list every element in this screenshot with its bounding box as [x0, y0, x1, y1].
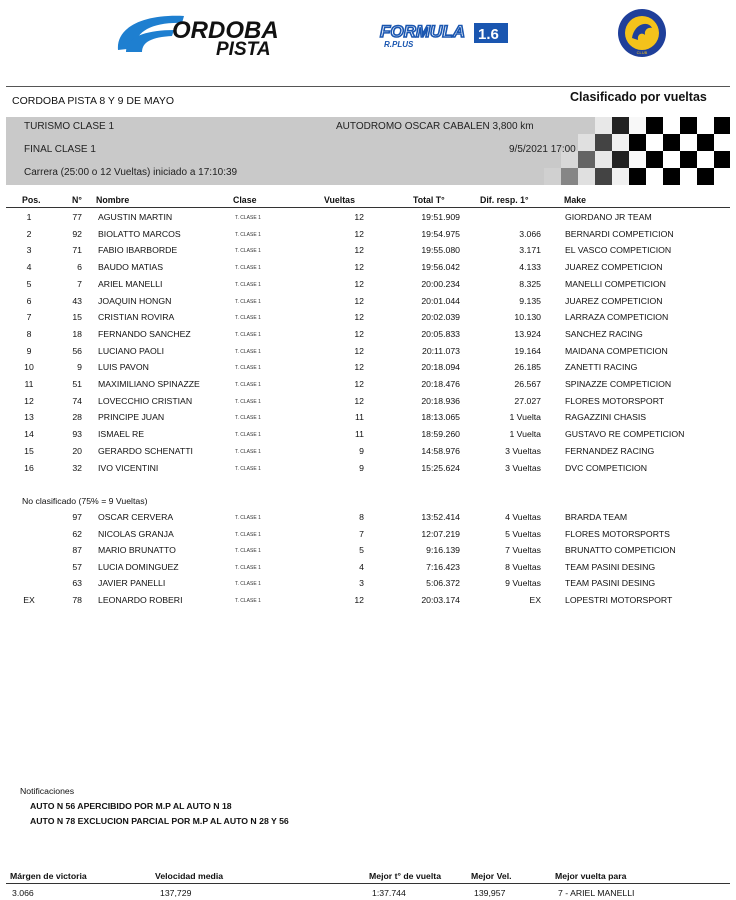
avg-speed-label: Velocidad media	[155, 871, 224, 881]
col-header-make: Make	[564, 195, 587, 205]
cell-laps: 12	[354, 262, 364, 273]
cell-num: 51	[72, 379, 82, 389]
cell-num: 62	[72, 528, 82, 539]
cell-diff: 26.185	[514, 362, 541, 373]
cell-pos: 5	[26, 278, 32, 289]
event-title: CORDOBA PISTA 8 Y 9 DE MAYO	[12, 95, 175, 107]
cell-clase: T. CLASE 1	[235, 398, 261, 405]
cell-make: JUAREZ COMPETICION	[565, 262, 663, 273]
col-header-num: N°	[72, 195, 82, 205]
cell-total: 12:07.219	[421, 528, 460, 539]
table-row	[0, 212, 736, 228]
table-row	[0, 379, 736, 395]
cell-pos: 13	[24, 412, 34, 423]
cell-name: PRINCIPE JUAN	[98, 412, 165, 423]
checker-square	[629, 117, 646, 134]
cell-name: LOVECCHIO CRISTIAN	[98, 395, 193, 406]
cell-name: BAUDO MATIAS	[98, 262, 164, 273]
cell-name: FERNANDO SANCHEZ	[98, 328, 191, 339]
cell-clase: T. CLASE 1	[235, 265, 261, 272]
cell-clase: T. CLASE 1	[235, 231, 261, 238]
formula-logo-sub: R.PLUS	[384, 40, 414, 49]
best-speed-value: 139,957	[474, 888, 506, 898]
cell-num: 63	[72, 578, 82, 589]
table-row	[0, 529, 736, 545]
cell-make: BERNARDI COMPETICION	[565, 228, 674, 239]
cell-name: CRISTIAN ROVIRA	[98, 312, 175, 323]
cell-make: SANCHEZ RACING	[565, 328, 643, 339]
checker-square	[697, 151, 714, 168]
col-header-total: Total T°	[413, 195, 445, 205]
cell-total: 5:06.372	[426, 578, 460, 589]
not-classified-label: No clasificado (75% = 9 Vueltas)	[22, 496, 148, 506]
table-row	[0, 312, 736, 328]
cell-clase: T. CLASE 1	[235, 281, 261, 288]
cell-diff: 3 Vueltas	[505, 462, 541, 473]
cell-make: LARRAZA COMPETICION	[565, 312, 669, 323]
notification-item: AUTO N 56 APERCIBIDO POR M.P AL AUTO N 18	[30, 801, 232, 811]
cell-pos: 8	[26, 328, 32, 339]
cell-make: BRARDA TEAM	[565, 512, 628, 522]
cell-make: SPINAZZE COMPETICION	[565, 379, 672, 389]
cell-num: 15	[72, 312, 82, 323]
table-row	[0, 229, 736, 245]
cell-clase: T. CLASE 1	[235, 298, 261, 305]
cell-name: MARIO BRUNATTO	[98, 545, 176, 556]
cell-name: ISMAEL RE	[98, 429, 145, 440]
cell-laps: 9	[359, 445, 364, 456]
checker-square	[680, 134, 697, 151]
col-header-diff: Dif. resp. 1°	[480, 195, 529, 205]
cell-clase: T. CLASE 1	[235, 564, 261, 571]
cell-name: JOAQUIN HONGN	[98, 295, 172, 306]
cell-num: 71	[72, 245, 82, 256]
checker-square	[646, 134, 663, 151]
cell-num: 74	[72, 395, 82, 406]
cell-pos: 10	[24, 362, 34, 373]
table-row	[0, 412, 736, 428]
avg-speed-value: 137,729	[160, 888, 192, 898]
cell-diff: 9.135	[519, 295, 541, 306]
col-header-pos: Pos.	[22, 195, 41, 205]
cell-name: OSCAR CERVERA	[98, 512, 174, 522]
cell-clase: T. CLASE 1	[235, 448, 261, 455]
table-row	[0, 346, 736, 362]
cell-name: LUCIA DOMINGUEZ	[98, 561, 179, 572]
margin-value: 3.066	[12, 888, 34, 898]
cell-laps: 12	[354, 595, 364, 605]
table-row	[0, 279, 736, 295]
cell-laps: 12	[354, 212, 364, 222]
checker-square	[578, 168, 595, 185]
cell-num: 87	[72, 545, 82, 556]
circuit-label: AUTODROMO OSCAR CABALEN 3,800 km	[336, 121, 534, 132]
cell-clase: T. CLASE 1	[235, 248, 261, 255]
margin-label: Márgen de victoria	[10, 871, 87, 881]
cell-clase: T. CLASE 1	[235, 548, 261, 555]
checker-square	[646, 151, 663, 168]
checker-square	[578, 134, 595, 151]
cell-pos: 16	[24, 462, 34, 473]
cell-laps: 5	[359, 545, 364, 556]
cell-total: 18:59.260	[421, 429, 460, 440]
cell-num: 43	[72, 295, 82, 306]
cell-diff: 8 Vueltas	[505, 561, 541, 572]
cell-total: 14:58.976	[421, 445, 460, 456]
cell-laps: 12	[354, 362, 364, 373]
cell-diff: 1 Vuelta	[509, 429, 541, 440]
checker-square	[680, 117, 697, 134]
checker-square	[697, 134, 714, 151]
cell-clase: T. CLASE 1	[235, 415, 261, 422]
checker-square	[595, 151, 612, 168]
cell-diff: 13.924	[514, 328, 541, 339]
cell-name: IVO VICENTINI	[98, 462, 159, 473]
cell-laps: 12	[354, 278, 364, 289]
cell-total: 9:16.139	[426, 545, 460, 556]
cell-make: FLORES MOTORSPORTS	[565, 528, 670, 539]
cell-num: 9	[77, 362, 82, 373]
cell-name: ARIEL MANELLI	[98, 278, 163, 289]
cell-total: 20:18.094	[421, 362, 460, 373]
cell-diff: 4 Vueltas	[505, 512, 541, 522]
table-row	[0, 463, 736, 479]
best-lap-label: Mejor t° de vuelta	[369, 871, 442, 881]
cell-make: MAIDANA COMPETICION	[565, 345, 668, 356]
checker-square	[561, 168, 578, 185]
table-row	[0, 512, 736, 528]
checker-square	[663, 151, 680, 168]
cell-pos: 3	[26, 245, 32, 256]
cordoba-logo-line1: ORDOBA	[172, 17, 279, 44]
cell-num: 93	[72, 429, 82, 440]
checker-square	[714, 134, 730, 151]
cell-name: LEONARDO ROBERI	[98, 595, 183, 605]
cell-laps: 12	[354, 295, 364, 306]
checker-square	[595, 117, 612, 134]
cordoba-pista-logo	[112, 10, 282, 58]
cell-num: 77	[72, 212, 82, 222]
cell-laps: 9	[359, 462, 364, 473]
checker-square	[629, 168, 646, 185]
cell-clase: T. CLASE 1	[235, 315, 261, 322]
cell-laps: 11	[354, 412, 364, 423]
cell-total: 19:51.909	[421, 212, 460, 222]
cell-laps: 12	[354, 245, 364, 256]
table-row	[0, 545, 736, 561]
cell-total: 20:00.234	[421, 278, 460, 289]
checker-square	[663, 117, 680, 134]
best-lap-by-label: Mejor vuelta para	[555, 871, 627, 881]
cell-make: ZANETTI RACING	[565, 362, 638, 373]
cell-clase: T. CLASE 1	[235, 581, 261, 588]
checker-square	[578, 151, 595, 168]
checker-square	[544, 168, 561, 185]
cell-total: 13:52.414	[421, 512, 460, 522]
cell-laps: 12	[354, 328, 364, 339]
col-header-name: Nombre	[96, 195, 130, 205]
cell-num: 6	[77, 262, 82, 273]
cell-name: GERARDO SCHENATTI	[98, 445, 193, 456]
cell-num: 78	[72, 595, 82, 605]
checker-square	[663, 134, 680, 151]
cell-num: 7	[77, 278, 82, 289]
cell-clase: T. CLASE 1	[235, 382, 261, 388]
table-row	[0, 396, 736, 412]
cell-laps: 12	[354, 312, 364, 323]
cell-make: TEAM PASINI DESING	[565, 578, 656, 589]
formula-logo-name: FORMULA	[380, 22, 465, 41]
cordoba-logo-line2: PISTA	[216, 39, 271, 58]
table-row	[0, 429, 736, 445]
cell-name: LUIS PAVON	[98, 362, 149, 373]
cell-num: 92	[72, 228, 82, 239]
cell-total: 7:16.423	[426, 561, 460, 572]
session-label: FINAL CLASE 1	[24, 144, 96, 155]
checker-square	[646, 168, 663, 185]
table-row	[0, 296, 736, 312]
table-row	[0, 329, 736, 345]
cell-make: GUSTAVO RE COMPETICION	[565, 429, 685, 440]
cell-clase: T. CLASE 1	[235, 465, 261, 472]
category-label: TURISMO CLASE 1	[24, 121, 115, 132]
cell-name: LUCIANO PAOLI	[98, 345, 164, 356]
cell-total: 20:03.174	[421, 595, 460, 605]
cell-make: FLORES MOTORSPORT	[565, 395, 665, 406]
cell-num: 20	[72, 445, 82, 456]
cell-diff: 10.130	[514, 312, 541, 323]
table-header-divider	[6, 207, 730, 208]
header-divider	[6, 86, 730, 87]
cell-pos: 6	[26, 295, 32, 306]
cell-make: EL VASCO COMPETICION	[565, 245, 672, 256]
cell-laps: 12	[354, 228, 364, 239]
cell-name: MAXIMILIANO SPINAZZE	[98, 379, 200, 389]
checker-square	[646, 117, 663, 134]
cell-laps: 12	[354, 395, 364, 406]
cell-num: 28	[72, 412, 82, 423]
table-row	[0, 262, 736, 278]
club-emblem-text: CLUB	[636, 50, 648, 55]
cell-make: FERNANDEZ RACING	[565, 445, 655, 456]
table-row	[0, 562, 736, 578]
cell-diff: 1 Vuelta	[509, 412, 541, 423]
cell-total: 20:11.073	[421, 345, 460, 356]
cell-diff: 3 Vueltas	[505, 445, 541, 456]
cell-total: 20:18.476	[421, 379, 460, 389]
cell-pos: 14	[24, 429, 34, 440]
notifications-title: Notificaciones	[20, 786, 75, 796]
cell-clase: T. CLASE 1	[235, 331, 261, 338]
race-info-box	[6, 117, 730, 185]
cell-pos: 1	[26, 212, 32, 222]
cell-laps: 3	[359, 578, 364, 589]
race-format-label: Carrera (25:00 o 12 Vueltas) iniciado a 17:10:39	[24, 167, 238, 178]
cell-pos: EX	[23, 595, 35, 605]
cell-diff: 8.325	[519, 278, 541, 289]
cell-name: AGUSTIN MARTIN	[98, 212, 173, 222]
cell-clase: T. CLASE 1	[235, 432, 261, 439]
checker-square	[680, 151, 697, 168]
cell-pos: 2	[26, 228, 32, 239]
notification-item: AUTO N 78 EXCLUCION PARCIAL POR M.P AL AUTO N 28 Y 56	[30, 816, 289, 826]
checker-square	[714, 168, 730, 185]
cell-pos: 11	[24, 379, 34, 389]
footer-divider	[6, 883, 730, 884]
cell-laps: 4	[359, 561, 364, 572]
cell-make: RAGAZZINI CHASIS	[565, 412, 647, 423]
formula-logo-badge: 1.6	[478, 26, 499, 43]
cell-pos: 9	[26, 345, 32, 356]
cell-name: FABIO IBARBORDE	[98, 245, 178, 256]
checker-square	[629, 134, 646, 151]
checker-square	[612, 151, 629, 168]
cell-num: 97	[72, 512, 82, 522]
cell-clase: T. CLASE 1	[235, 348, 261, 355]
checker-square	[595, 168, 612, 185]
best-lap-value: 1:37.744	[372, 888, 406, 898]
cell-total: 19:54.975	[421, 228, 460, 239]
cell-diff: 5 Vueltas	[505, 528, 541, 539]
checker-square	[680, 168, 697, 185]
cell-make: JUAREZ COMPETICION	[565, 295, 663, 306]
cell-clase: T. CLASE 1	[235, 515, 261, 521]
cell-pos: 12	[24, 395, 34, 406]
cell-laps: 7	[359, 528, 364, 539]
cell-diff: 27.027	[514, 395, 541, 406]
cell-clase: T. CLASE 1	[235, 215, 261, 221]
cell-make: BRUNATTO COMPETICION	[565, 545, 676, 556]
cell-laps: 8	[359, 512, 364, 522]
cell-diff: 9 Vueltas	[505, 578, 541, 589]
checker-square	[595, 134, 612, 151]
cell-make: GIORDANO JR TEAM	[565, 212, 652, 222]
col-header-clase: Clase	[233, 195, 257, 205]
cell-pos: 15	[24, 445, 34, 456]
checker-square	[612, 168, 629, 185]
cell-total: 15:25.624	[421, 462, 460, 473]
cell-num: 57	[72, 561, 82, 572]
cell-name: JAVIER PANELLI	[98, 578, 166, 589]
cell-name: BIOLATTO MARCOS	[98, 228, 181, 239]
formula-logo	[378, 20, 512, 50]
cell-diff: 3.171	[519, 245, 541, 256]
report-title: Clasificado por vueltas	[570, 90, 707, 104]
checker-square	[612, 117, 629, 134]
checker-square	[714, 151, 730, 168]
cell-make: TEAM PASINI DESING	[565, 561, 656, 572]
cell-diff: 4.133	[519, 262, 541, 273]
cell-make: MANELLI COMPETICION	[565, 278, 666, 289]
cell-pos: 7	[26, 312, 32, 323]
best-lap-by-value: 7 - ARIEL MANELLI	[558, 888, 635, 898]
col-header-laps: Vueltas	[324, 195, 355, 205]
cell-diff: 7 Vueltas	[505, 545, 541, 556]
cell-total: 20:05.833	[421, 328, 460, 339]
table-row	[0, 578, 736, 594]
cell-make: LOPESTRI MOTORSPORT	[565, 595, 673, 605]
cell-clase: T. CLASE 1	[235, 598, 261, 604]
cell-laps: 12	[354, 379, 364, 389]
cell-laps: 11	[354, 429, 364, 440]
cell-num: 18	[72, 328, 82, 339]
cell-laps: 12	[354, 345, 364, 356]
best-speed-label: Mejor Vel.	[471, 871, 512, 881]
checker-square	[714, 117, 730, 134]
cell-clase: T. CLASE 1	[235, 531, 261, 538]
table-row	[0, 362, 736, 378]
cell-diff: 19.164	[514, 345, 541, 356]
club-emblem-logo	[614, 8, 672, 58]
table-row	[0, 446, 736, 462]
checker-square	[697, 168, 714, 185]
cell-clase: T. CLASE 1	[235, 365, 261, 372]
cell-total: 20:01.044	[421, 295, 460, 306]
cell-name: NICOLAS GRANJA	[98, 528, 174, 539]
checker-square	[697, 117, 714, 134]
datetime-label: 9/5/2021 17:00	[509, 144, 576, 155]
cell-num: 32	[72, 462, 82, 473]
cell-make: DVC COMPETICION	[565, 462, 648, 473]
checker-square	[663, 168, 680, 185]
cell-diff: 3.066	[519, 228, 541, 239]
cell-total: 20:02.039	[421, 312, 460, 323]
cell-total: 19:56.042	[421, 262, 460, 273]
cell-num: 56	[72, 345, 82, 356]
checker-square	[612, 134, 629, 151]
cell-total: 19:55.080	[421, 245, 460, 256]
cell-diff: EX	[529, 595, 541, 605]
checker-square	[629, 151, 646, 168]
table-row	[0, 245, 736, 261]
cell-pos: 4	[26, 262, 32, 273]
cell-diff: 26.567	[514, 379, 541, 389]
table-row	[0, 595, 736, 611]
cell-total: 18:13.065	[421, 412, 460, 423]
cell-total: 20:18.936	[421, 395, 460, 406]
